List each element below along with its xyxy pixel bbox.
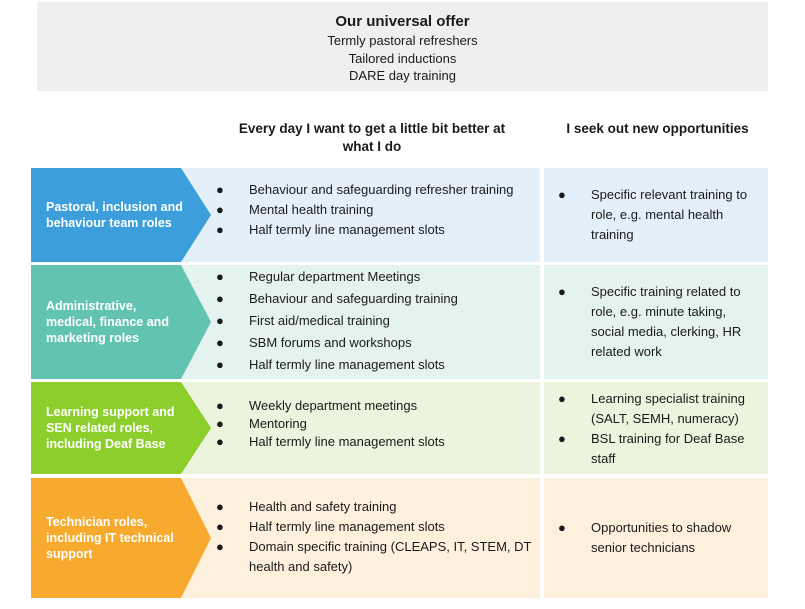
everyday-list [216, 266, 534, 376]
opportunities-cell [544, 168, 768, 262]
bullet-icon: ● [216, 222, 224, 237]
role-label: Pastoral, inclusion and behaviour team roles [46, 200, 183, 230]
opportunities-cell [544, 382, 768, 474]
bullet-icon: ● [216, 416, 224, 431]
list-item: ● Half termly line management slots [216, 434, 445, 449]
list-item: ● Behaviour and safeguarding training [216, 288, 534, 310]
list-item: ● First aid/medical training [216, 310, 534, 332]
bullet-icon: ● [558, 520, 566, 535]
list-item: ● Domain specific training (CLEAPS, IT, STEM, DT health and safety) [216, 539, 532, 574]
bullet-icon: ● [216, 291, 224, 306]
opportunities-list [558, 518, 760, 558]
everyday-list [216, 397, 534, 451]
universal-offer-item: Tailored inductions [348, 50, 457, 66]
list-item: ● Specific relevant training to role, e.g. mental health training [558, 187, 748, 242]
opportunities-column-heading: I seek out new opportunities [566, 121, 749, 136]
everyday-list [216, 497, 534, 577]
list-item: ● Mental health training [216, 200, 534, 220]
list-item: ● Half termly line management slots [216, 220, 534, 240]
universal-offer-item: DARE day training [349, 68, 456, 83]
list-item: ● SBM forums and workshops [216, 332, 534, 354]
bullet-icon: ● [558, 187, 566, 202]
bullet-icon: ● [216, 434, 224, 449]
list-item: ● Half termly line management slots [216, 517, 534, 537]
bullet-icon: ● [558, 284, 566, 299]
everyday-cell [182, 168, 540, 262]
role-row-technician [0, 478, 805, 598]
bullet-icon: ● [216, 202, 224, 217]
opportunities-cell [544, 265, 768, 379]
bullet-icon: ● [216, 313, 224, 328]
everyday-column-heading: Every day I want to get a little bit better at what I do [238, 121, 506, 154]
bullet-icon: ● [216, 182, 224, 197]
list-item: ● Specific training related to role, e.g. minute taking, social media, clerking, HR related work [558, 284, 742, 359]
list-item: ● BSL training for Deaf Base staff [558, 431, 745, 466]
universal-offer-box [37, 2, 768, 91]
universal-offer-title: Our universal offer [335, 13, 470, 30]
everyday-cell [182, 382, 540, 474]
bullet-icon: ● [216, 335, 224, 350]
list-item: ● Opportunities to shadow senior technicians [558, 520, 732, 555]
bullet-icon: ● [216, 398, 224, 413]
list-item: ● Behaviour and safeguarding refresher training [216, 180, 534, 200]
role-row-administrative [0, 265, 805, 379]
bullet-icon: ● [558, 431, 566, 446]
opportunities-cell [544, 478, 768, 598]
list-item: ● Half termly line management slots [216, 354, 534, 376]
bullet-icon: ● [216, 539, 224, 554]
opportunities-list [558, 282, 760, 362]
everyday-cell [182, 265, 540, 379]
bullet-icon: ● [216, 269, 224, 284]
bullet-icon: ● [216, 499, 224, 514]
list-item: ● Health and safety training [216, 497, 534, 517]
everyday-cell [182, 478, 540, 598]
list-item: ● Regular department Meetings [216, 266, 534, 288]
universal-offer-item: Termly pastoral refreshers [327, 33, 478, 48]
role-label: Learning support and SEN related roles, including Deaf Base [46, 405, 175, 451]
list-item: ● Mentoring [216, 416, 307, 431]
bullet-icon: ● [216, 357, 224, 372]
bullet-icon: ● [216, 519, 224, 534]
opportunities-list [558, 389, 760, 469]
opportunities-list [558, 185, 760, 245]
role-row-learning-support [0, 382, 805, 474]
list-item: ● Learning specialist training (SALT, SEMH, numeracy) [558, 391, 745, 426]
role-label: Technician roles, including IT technical support [46, 515, 174, 561]
bullet-icon: ● [558, 391, 566, 406]
everyday-list [216, 180, 534, 240]
role-label: Administrative, medical, finance and marketing roles [46, 299, 169, 345]
list-item: ● Weekly department meetings [216, 398, 418, 413]
role-row-pastoral [0, 168, 805, 262]
